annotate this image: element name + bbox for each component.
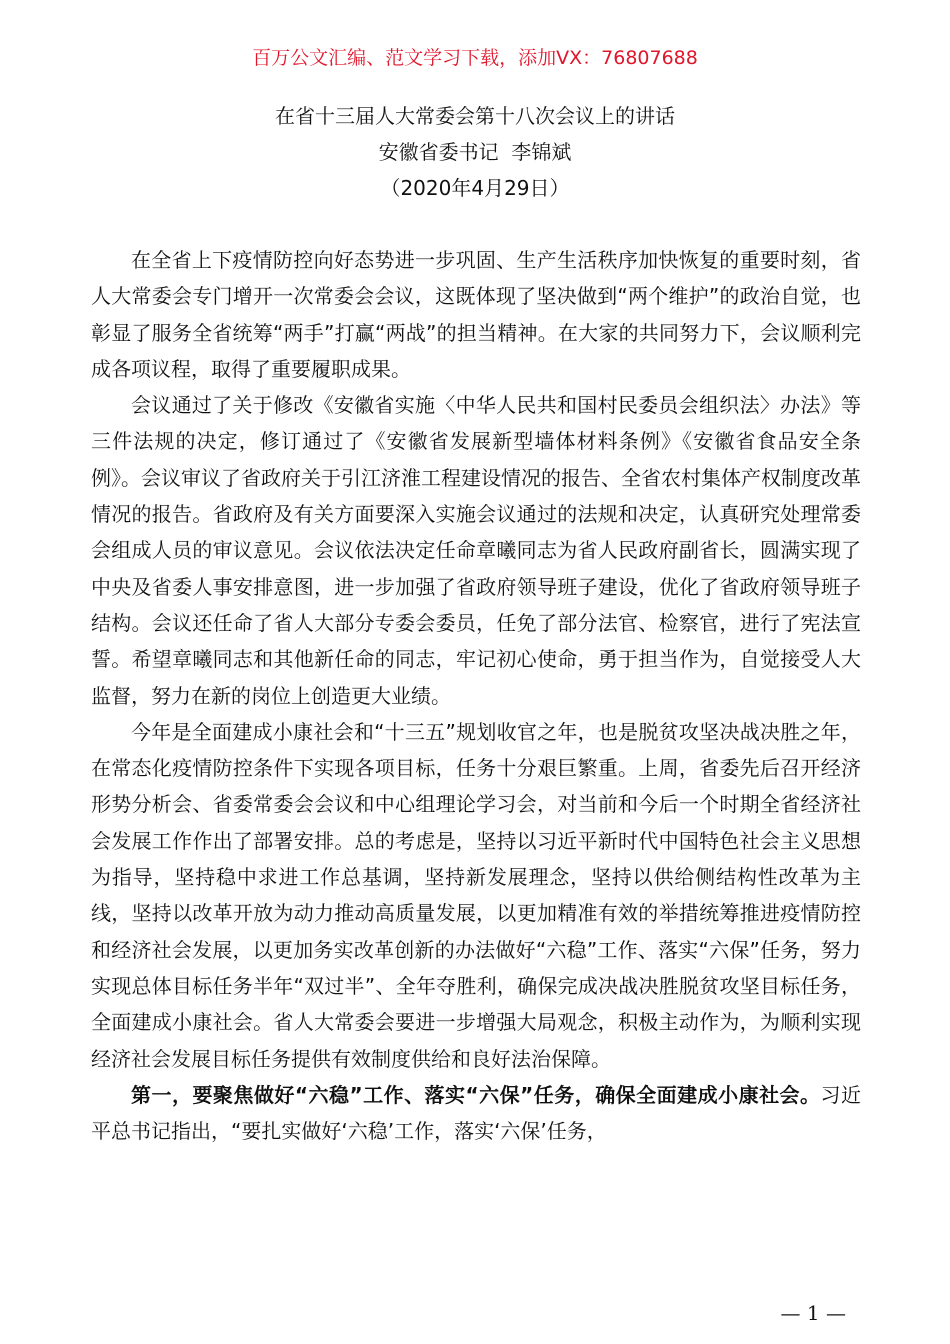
page-number: — 1 — [780,1301,846,1325]
speaker-line: 安徽省委书记 李锦斌 [378,140,572,164]
paragraph-4 [91,1077,861,1150]
section-text: 习近平总书记指出，“要扎实做好‘六稳’工作，落实‘六保’任务， [91,1082,861,1144]
speech-title: 在省十三届人大常委会第十八次会议上的讲话 [275,104,675,128]
speech-body [91,242,861,1149]
paragraph-1: 在全省上下疫情防控向好态势进一步巩固、生产生活秩序加快恢复的重要时刻，省人大常委会专门增开一次常委会会议，这既体现了坚决做到“两个维护”的政治自觉，也彰显了服务全省统筹“两手”打赢“两战”的担当精神。在大家的共同努力下，会议顺利完成各项议程，取得了重要履职成果。 [91,248,861,381]
paragraph-3: 今年是全面建成小康社会和“十三五”规划收官之年，也是脱贫攻坚决战决胜之年，在常态化疫情防控条件下实现各项目标，任务十分艰巨繁重。上周，省委先后召开经济形势分析会、省委常委会会议和中心组理论学习会，对当前和今后一个时期全省经济社会发展工作作出了部署安排。总的考虑是，坚持以习近平新时代中国特色社会主义思想为指导，坚持稳中求进工作总基调，坚持新发展理念，坚持以供给侧结构性改革为主线，坚持以改革开放为动力推动高质量发展，以更加精准有效的举措统筹推进疫情防控和经济社会发展，以更加务实改革创新的办法做好“六稳”工作、落实“六保”任务，努力实现总体目标任务半年“双过半”、全年夺胜利，确保完成决战决胜脱贫攻坚目标任务，全面建成小康社会。省人大常委会要进一步增强大局观念，积极主动作为，为顺利实现经济社会发展目标任务提供有效制度供给和良好法治保障。 [91,719,861,1071]
section-heading: 第一，要聚焦做好“六稳”工作、落实“六保”任务，确保全面建成小康社会。 [131,1082,821,1107]
promo-banner: 百万公文汇编、范文学习下载，添加VX：76807688 [252,47,698,69]
paragraph-2: 会议通过了关于修改《安徽省实施〈中华人民共和国村民委员会组织法〉办法》等三件法规的决定，修订通过了《安徽省发展新型墙体材料条例》《安徽省食品安全条例》。会议审议了省政府关于引江济淮工程建设情况的报告、全省农村集体产权制度改革情况的报告。省政府及有关方面要深入实施会议通过的法规和决定，认真研究处理常委会组成人员的审议意见。会议依法决定任命章曦同志为省人民政府副省长，圆满实现了中央及省委人事安排意图，进一步加强了省政府领导班子建设，优化了省政府领导班子结构。会议还任命了省人大部分专委会委员，任免了部分法官、检察官，进行了宪法宣誓。希望章曦同志和其他新任命的同志，牢记初心使命，勇于担当作为，自觉接受人大监督，努力在新的岗位上创造更大业绩。 [91,393,861,708]
speech-header [0,98,950,206]
speech-date: （2020年4月29日） [380,176,570,200]
